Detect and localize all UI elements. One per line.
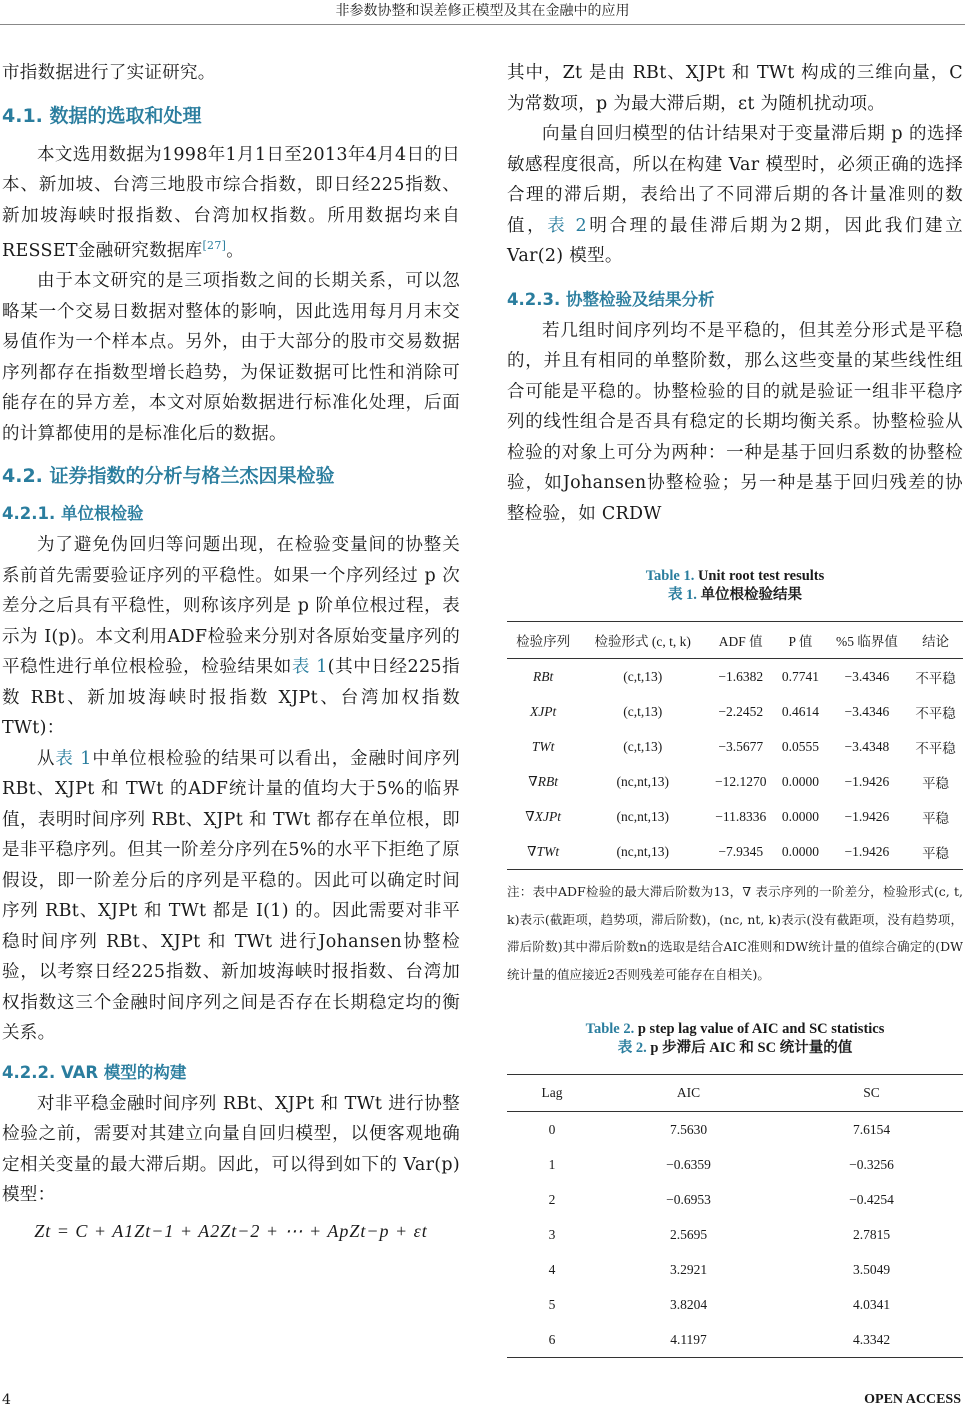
table-1-link[interactable]: 表 1 xyxy=(291,657,328,678)
section-4-1-heading: 4.1. 数据的选取和处理 xyxy=(2,104,202,127)
table2-cell: −0.4254 xyxy=(849,1191,894,1207)
table1-header-cell: 检验序列 xyxy=(507,622,579,659)
section-4-2-heading: 4.2. 证券指数的分析与格兰杰因果检验 xyxy=(2,465,335,488)
table2-cell: 4.0341 xyxy=(852,1296,891,1312)
table2-cell: −0.6953 xyxy=(666,1191,711,1207)
paragraph-cointegration: 若几组时间序列均不是平稳的，但其差分形式是平稳的，并且有相同的单整阶数，那么这些变量的某些线性组合可能是平稳的。协整检验的目的就是验证一组非平稳序列的线性组合是否具有稳定的长期均衡关系。协整检验从检验的对象上可分为两种：一种是基于回归系数的协整检验，如Johansen协整检验；另一种是基于回归残差的协整检验，如 CRDW xyxy=(507,320,963,524)
table2-cell: 7.6154 xyxy=(852,1121,891,1137)
table2-cell: 3 xyxy=(548,1226,556,1242)
table-1-note: 注：表中ADF检验的最大滞后阶数为13，∇ 表示序列的一阶差分，检验形式(c, t, k)表示(截距项，趋势项，滞后阶数)，(nc, nt, k)表示(没有截距项，没有趋势项，滞后阶数)其中滞后阶数n的选取是结合AIC准则和DW统计量的值综合确定的(DW统计量的值应接近2否则残差可能存在自相关)。 xyxy=(507,884,963,982)
table-row xyxy=(507,834,963,870)
table1-cell: (nc,nt,13) xyxy=(616,808,669,824)
table1-cell: −11.8336 xyxy=(715,808,767,824)
table1-header-cell: 检验形式 (c, t, k) xyxy=(579,622,706,659)
table1-cell: −2.2452 xyxy=(718,703,764,719)
right-column xyxy=(507,58,963,1358)
table1-cell: −3.5677 xyxy=(718,738,764,754)
table2-cell: 1 xyxy=(548,1156,556,1172)
table-1-caption-cn: 表 1. 单位根检验结果 xyxy=(667,587,803,603)
table-row xyxy=(507,1147,963,1182)
var-equation: Zt = C + A1Zt−1 + A2Zt−2 + ⋯ + ApZt−p + εt xyxy=(34,1220,428,1241)
table2-cell: 3.2921 xyxy=(669,1261,708,1277)
open-access-label: OPEN ACCESS xyxy=(864,1392,961,1407)
table1-header-cell: ADF 值 xyxy=(706,622,775,659)
table1-cell: 不平稳 xyxy=(915,740,956,756)
table2-cell: 6 xyxy=(507,1322,597,1358)
table1-cell: (nc,nt,13) xyxy=(616,773,669,789)
table1-cell: 平稳 xyxy=(908,834,963,870)
running-header: 非参数协整和误差修正模型及其在金融中的应用 xyxy=(335,3,630,19)
table2-cell: 3.5049 xyxy=(852,1261,891,1277)
table2-header-cell: AIC xyxy=(597,1075,780,1112)
table2-cell: 3.8204 xyxy=(669,1296,708,1312)
table-2-aic-sc xyxy=(507,1074,963,1358)
table1-cell: 平稳 xyxy=(922,810,950,826)
table-row xyxy=(507,1182,963,1217)
table1-cell: ∇RBt xyxy=(528,773,558,789)
table1-cell: 0.7741 xyxy=(781,668,820,684)
table1-cell: RBt xyxy=(533,668,554,684)
table2-cell: 7.5630 xyxy=(669,1121,708,1137)
table1-cell: (c,t,13) xyxy=(623,738,663,754)
table1-header-cell: %5 临界值 xyxy=(826,622,908,659)
table-row xyxy=(507,729,963,764)
table-2-caption-cn: 表 2. p 步滞后 AIC 和 SC 统计量的值 xyxy=(617,1040,853,1056)
table2-cell: 0 xyxy=(548,1121,556,1137)
table2-cell: 4 xyxy=(548,1261,556,1277)
paragraph-standardization: 由于本文研究的是三项指数之间的长期关系，可以忽略某一个交易日数据对整体的影响，因此选用每月月末交易值作为一个样本点。另外，由于大部分的股市交易数据序列都存在指数型增长趋势，为保证数据可比性和消除可能存在的异方差，本文对原始数据进行标准化处理，后面的计算都使用的是标准化后的数据。 xyxy=(2,271,460,444)
table1-cell: −3.4346 xyxy=(844,668,890,684)
header-rule xyxy=(0,24,965,25)
paragraph-var-model: 对非平稳金融时间序列 RBt、XJPt 和 TWt 进行协整检验之前，需要对其建立向量自回归模型，以便客观地确定相关变量的最大滞后期。因此，可以得到如下的 Var(p) 模型： xyxy=(2,1093,460,1206)
table1-cell: 0.0000 xyxy=(775,834,825,870)
table1-cell: −7.9345 xyxy=(706,834,775,870)
paragraph-lag-selection: 向量自回归模型的估计结果对于变量滞后期 p 的选择敏感程度很高，所以在构建 Var 模型时，必须正确的选择合理的滞后期，表给出了不同滞后期的各计量准则的数值，表 2明合理的最佳滞后期为2期，因此我们建立 Var(2) 模型。 xyxy=(507,124,963,266)
table1-cell: −3.4346 xyxy=(844,703,890,719)
table1-cell: ∇XJPt xyxy=(525,808,561,824)
paragraph-where-clause: 其中，Zt 是由 RBt、XJPt 和 TWt 构成的三维向量，C 为常数项，p 为最大滞后期，εt 为随机扰动项。 xyxy=(507,63,963,114)
table1-cell: (c,t,13) xyxy=(623,703,663,719)
subsection-4-2-1-heading: 4.2.1. 单位根检验 xyxy=(2,504,144,524)
table-row xyxy=(507,1322,963,1358)
table-row xyxy=(507,799,963,834)
table2-header-cell: SC xyxy=(780,1075,963,1112)
table2-cell: −0.6359 xyxy=(666,1156,711,1172)
table2-cell: −0.3256 xyxy=(849,1156,894,1172)
table2-header-cell: Lag xyxy=(507,1075,597,1112)
table2-cell: 4.1197 xyxy=(597,1322,780,1358)
table-1-unit-root xyxy=(507,621,963,870)
table1-cell: 0.0000 xyxy=(781,773,820,789)
table2-cell: 2 xyxy=(548,1191,556,1207)
table1-cell: 不平稳 xyxy=(915,705,956,721)
table-row xyxy=(507,1112,963,1148)
table1-header-cell: P 值 xyxy=(775,622,825,659)
table2-cell: 2.5695 xyxy=(669,1226,708,1242)
table1-cell: −3.4348 xyxy=(844,738,890,754)
paragraph-unit-root: 为了避免伪回归等问题出现，在检验变量间的协整关系前首先需要验证序列的平稳性。如果一个序列经过 p 次差分之后具有平稳性，则称该序列是 p 阶单位根过程，表示为 I(p)。本文利用ADF检验来分别对各原始变量序列的平稳性进行单位根检验，检验结果如表 1(其中日经225指数 RBt、新加坡海峡时报指数 XJPt、台湾加权指数 TWt)： xyxy=(2,535,460,739)
table1-cell: 0.0555 xyxy=(781,738,820,754)
table1-cell: (nc,nt,13) xyxy=(579,834,706,870)
table1-cell: XJPt xyxy=(530,703,557,719)
paragraph-data-source: 本文选用数据为1998年1月1日至2013年4月4日的日本、新加坡、台湾三地股市综合指数，即日经225指数、新加坡海峡时报指数、台湾加权指数。所用数据均来自RESSET金融研究数据库[27]。 xyxy=(2,144,460,261)
left-column xyxy=(2,58,460,1242)
subsection-4-2-2-heading: 4.2.2. VAR 模型的构建 xyxy=(2,1062,187,1082)
table-row xyxy=(507,1287,963,1322)
paragraph-continued: 市指数据进行了实证研究。 xyxy=(2,63,216,83)
table2-cell: 5 xyxy=(548,1296,556,1312)
table1-cell: (c,t,13) xyxy=(623,668,663,684)
table1-cell: −1.6382 xyxy=(718,668,764,684)
table1-header-cell: 结论 xyxy=(908,622,963,659)
table2-cell: 4.3342 xyxy=(780,1322,963,1358)
table-row xyxy=(507,694,963,729)
table-row xyxy=(507,1252,963,1287)
table-row xyxy=(507,659,963,695)
table-1-link[interactable]: 表 1 xyxy=(55,748,92,769)
table1-cell: −1.9426 xyxy=(844,808,890,824)
table-1-caption-en: Table 1. Unit root test results xyxy=(645,568,825,584)
subsection-4-2-3-heading: 4.2.3. 协整检验及结果分析 xyxy=(507,289,715,309)
table1-cell: ∇TWt xyxy=(507,834,579,870)
table1-cell: 平稳 xyxy=(922,775,950,791)
table1-cell: −1.9426 xyxy=(826,834,908,870)
table1-cell: −12.1270 xyxy=(714,773,767,789)
table-row xyxy=(507,1217,963,1252)
table-row xyxy=(507,764,963,799)
table2-cell: 2.7815 xyxy=(852,1226,891,1242)
paragraph-unit-root-results: 从表 1中单位根检验的结果可以看出，金融时间序列 RBt、XJPt 和 TWt 的ADF统计量的值均大于5%的临界值，表明时间序列 RBt、XJPt 和 TWt 都存在单位根，即是非平稳序列。但其一阶差分序列在5%的水平下拒绝了原假设，即一阶差分后的序列是平稳的。因此可以确定时间序列 RBt、XJPt 和 TWt 都是 I(1) 的。因此需要对非平稳时间序列 RBt、XJPt 和 TWt 进行Johansen协整检验，以考察日经225指数、新加坡海峡时报指数、台湾加权指数这三个金融时间序列之间是否存在长期稳定均的衡关系。 xyxy=(2,748,460,1044)
table-2-caption-en: Table 2. p step lag value of AIC and SC statistics xyxy=(585,1021,885,1037)
table1-cell: 0.4614 xyxy=(781,703,820,719)
citation-link[interactable]: [27] xyxy=(202,239,227,252)
table-2-link[interactable]: 表 2 xyxy=(547,215,587,236)
table1-cell: 不平稳 xyxy=(915,670,956,686)
table1-cell: TWt xyxy=(531,738,555,754)
table1-cell: −1.9426 xyxy=(844,773,890,789)
page-number: 4 xyxy=(2,1392,11,1408)
table1-cell: 0.0000 xyxy=(781,808,820,824)
